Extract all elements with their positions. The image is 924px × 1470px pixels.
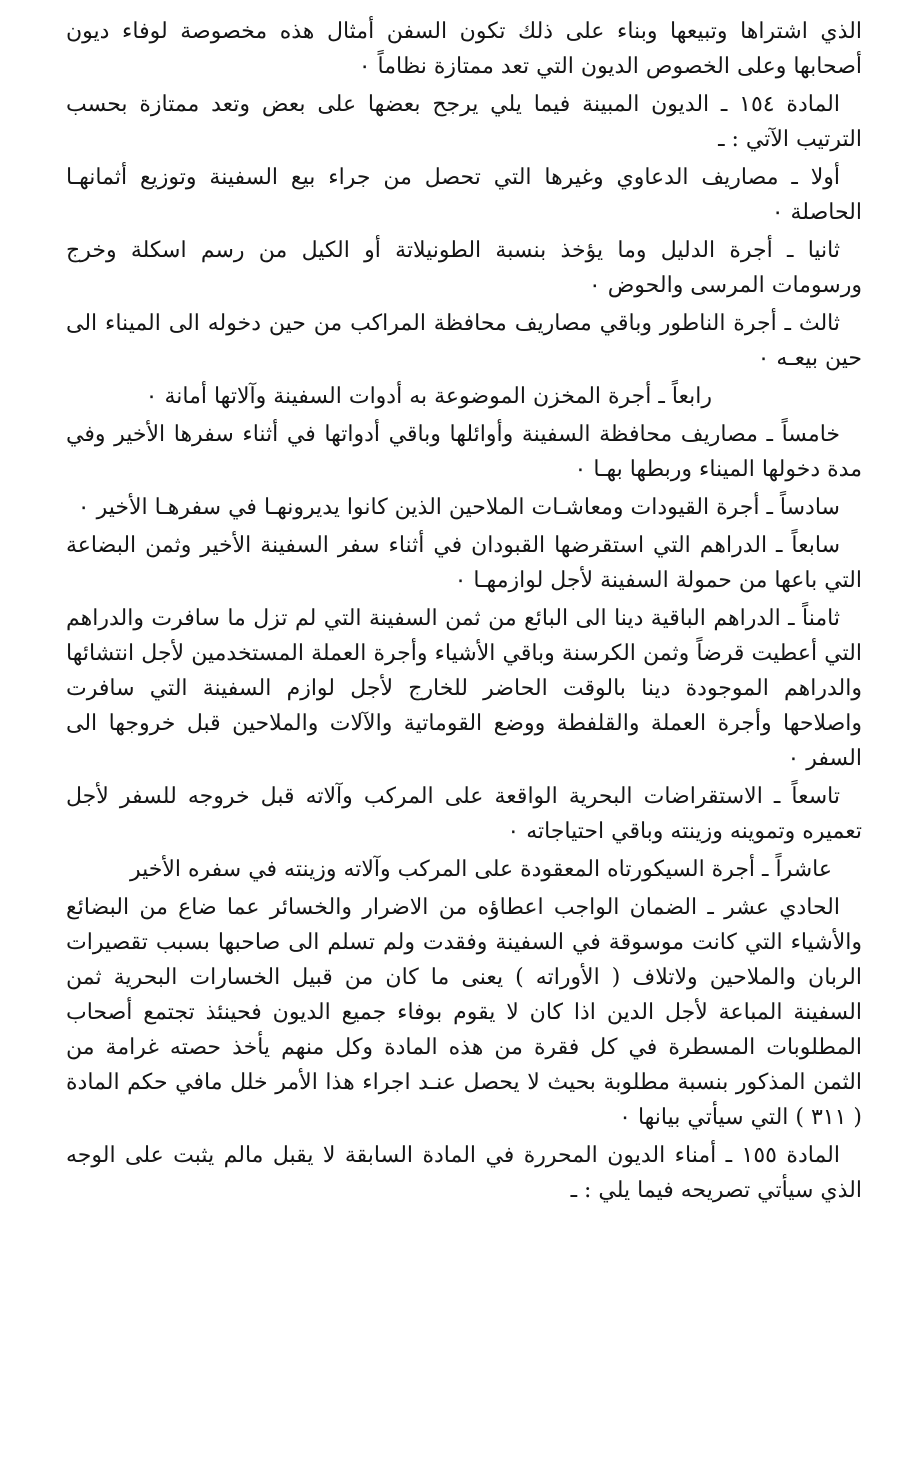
- item-label: ثامناً: [802, 606, 840, 631]
- item-text: ـ أجرة الناطور وباقي مصاريف محافظة المراكب من حين دخوله الى الميناء الى حين بيعـه ٠: [66, 311, 862, 371]
- item-label: الحادي عشر: [724, 895, 840, 920]
- item-text: ـ أجرة السيكورتاه المعقودة على المركب وآلاته وزينته في سفره الأخير: [129, 857, 776, 882]
- item-label: ثالث: [798, 311, 840, 336]
- item-label: سابعاً: [791, 533, 840, 558]
- paragraph-text: الذي اشتراها وتبيعها وبناء على ذلك تكون السفن أمثال هذه مخصوصة لوفاء ديون أصحابها وعلى الخصوص الديون التي تعد ممتازة نظاماً ٠: [66, 19, 862, 79]
- item-first: [66, 160, 862, 230]
- paragraph-intro: [66, 14, 862, 84]
- item-text: ـ الاستقراضات البحرية الواقعة على المركب وآلاته قبل خروجه للسفر لأجل تعميره وتموينه وزينته وباقي احتياجاته ٠: [66, 784, 862, 844]
- item-label: تاسعاً: [791, 784, 840, 809]
- item-label: أولا: [810, 165, 840, 190]
- item-fifth: [66, 417, 862, 487]
- item-eighth: [66, 601, 862, 776]
- article-text: ـ أمناء الديون المحررة في المادة السابقة لا يقبل مالم يثبت على الوجه الذي سيأتي تصريحه فيما يلي : ـ: [66, 1143, 862, 1203]
- item-text: ـ مصاريف الدعاوي وغيرها التي تحصل من جراء بيع السفينة وتوزيع أثمانهـا الحاصلة ٠: [66, 165, 862, 225]
- article-text: ـ الديون المبينة فيما يلي يرجح بعضها على بعض وتعد ممتازة بحسب الترتيب الآتي : ـ: [66, 92, 862, 152]
- document-page: [66, 14, 862, 1324]
- item-label: سادساً: [779, 495, 840, 520]
- item-text: ـ الضمان الواجب اعطاؤه من الاضرار والخسائر عما ضاع من البضائع والأشياء التي كانت موسوقة في السفينة وفقدت ولم تسلم الى صاحبها بسبب تقصيرات الربان والملاحين ولاتلاف ( الأوراته ) يعنى ما كان من قبيل الخسارات البحرية ثمن السفينة المباعة لأجل الدين اذا كان لا يقوم بوفاء جميع الديون فحينئذ تجتمع أصحاب المطلوبات المسطرة في كل فقرة من هذه المادة وكل منهم يأخذ حصته غرامة من الثمن المذكور بنسبة مطلوبة بحيث لا يحصل عنـد اجراء هذا الأمر خلل مافي حكم المادة ( ٣١١ ) التي سيأتي بيانها ٠: [66, 895, 863, 1130]
- article-label: المادة ١٥٤: [739, 92, 840, 117]
- item-third: [66, 306, 862, 376]
- item-text: ـ أجرة الدليل وما يؤخذ بنسبة الطونيلاتة أو الكيل من رسم اسكلة وخرج ورسومات المرسى والحوض ٠: [66, 238, 862, 298]
- item-label: عاشراً: [775, 857, 832, 882]
- item-text: ـ أجرة القيودات ومعاشـات الملاحين الذين كانوا يديرونهـا في سفرهـا الأخير ٠: [77, 495, 780, 520]
- item-text: ـ الدراهم الباقية دينا الى البائع من ثمن السفينة التي لم تزل ما سافرت والدراهم التي أعطيت قرضاً وثمن الكرسنة وباقي الأشياء وأجرة العملة المستخدمين لأجل انتشائها والدراهم الموجودة دينا بالوقت الحاضر للخارج لأجل لوازم السفينة التي سافرت واصلاحها وأجرة العملة والقلفطة ووضع القوماتية والآلات والملاحين قبل خروجها الى السفر ٠: [66, 606, 862, 771]
- article-155: [66, 1138, 862, 1208]
- article-label: المادة ١٥٥: [741, 1143, 840, 1168]
- article-154: [66, 87, 862, 157]
- item-seventh: [66, 528, 862, 598]
- item-fourth: [66, 379, 862, 414]
- item-eleventh: [66, 890, 862, 1135]
- item-tenth: [66, 852, 862, 887]
- item-label: خامساً: [781, 422, 840, 447]
- item-text: ـ الدراهم التي استقرضها القبودان في أثناء سفر السفينة الأخير وثمن البضاعة التي باعها من حمولة السفينة لأجل لوازمهـا ٠: [66, 533, 862, 593]
- item-label: رابعاً: [671, 384, 712, 409]
- item-second: [66, 233, 862, 303]
- item-ninth: [66, 779, 862, 849]
- item-text: ـ مصاريف محافظة السفينة وأوائلها وباقي أدواتها في أثناء سفرها الأخير وفي مدة دخولها الميناء وربطها بهـا ٠: [66, 422, 862, 482]
- item-text: ـ أجرة المخزن الموضوعة به أدوات السفينة وآلاتها أمانة ٠: [145, 384, 672, 409]
- item-sixth: [66, 490, 862, 525]
- item-label: ثانيا: [807, 238, 840, 263]
